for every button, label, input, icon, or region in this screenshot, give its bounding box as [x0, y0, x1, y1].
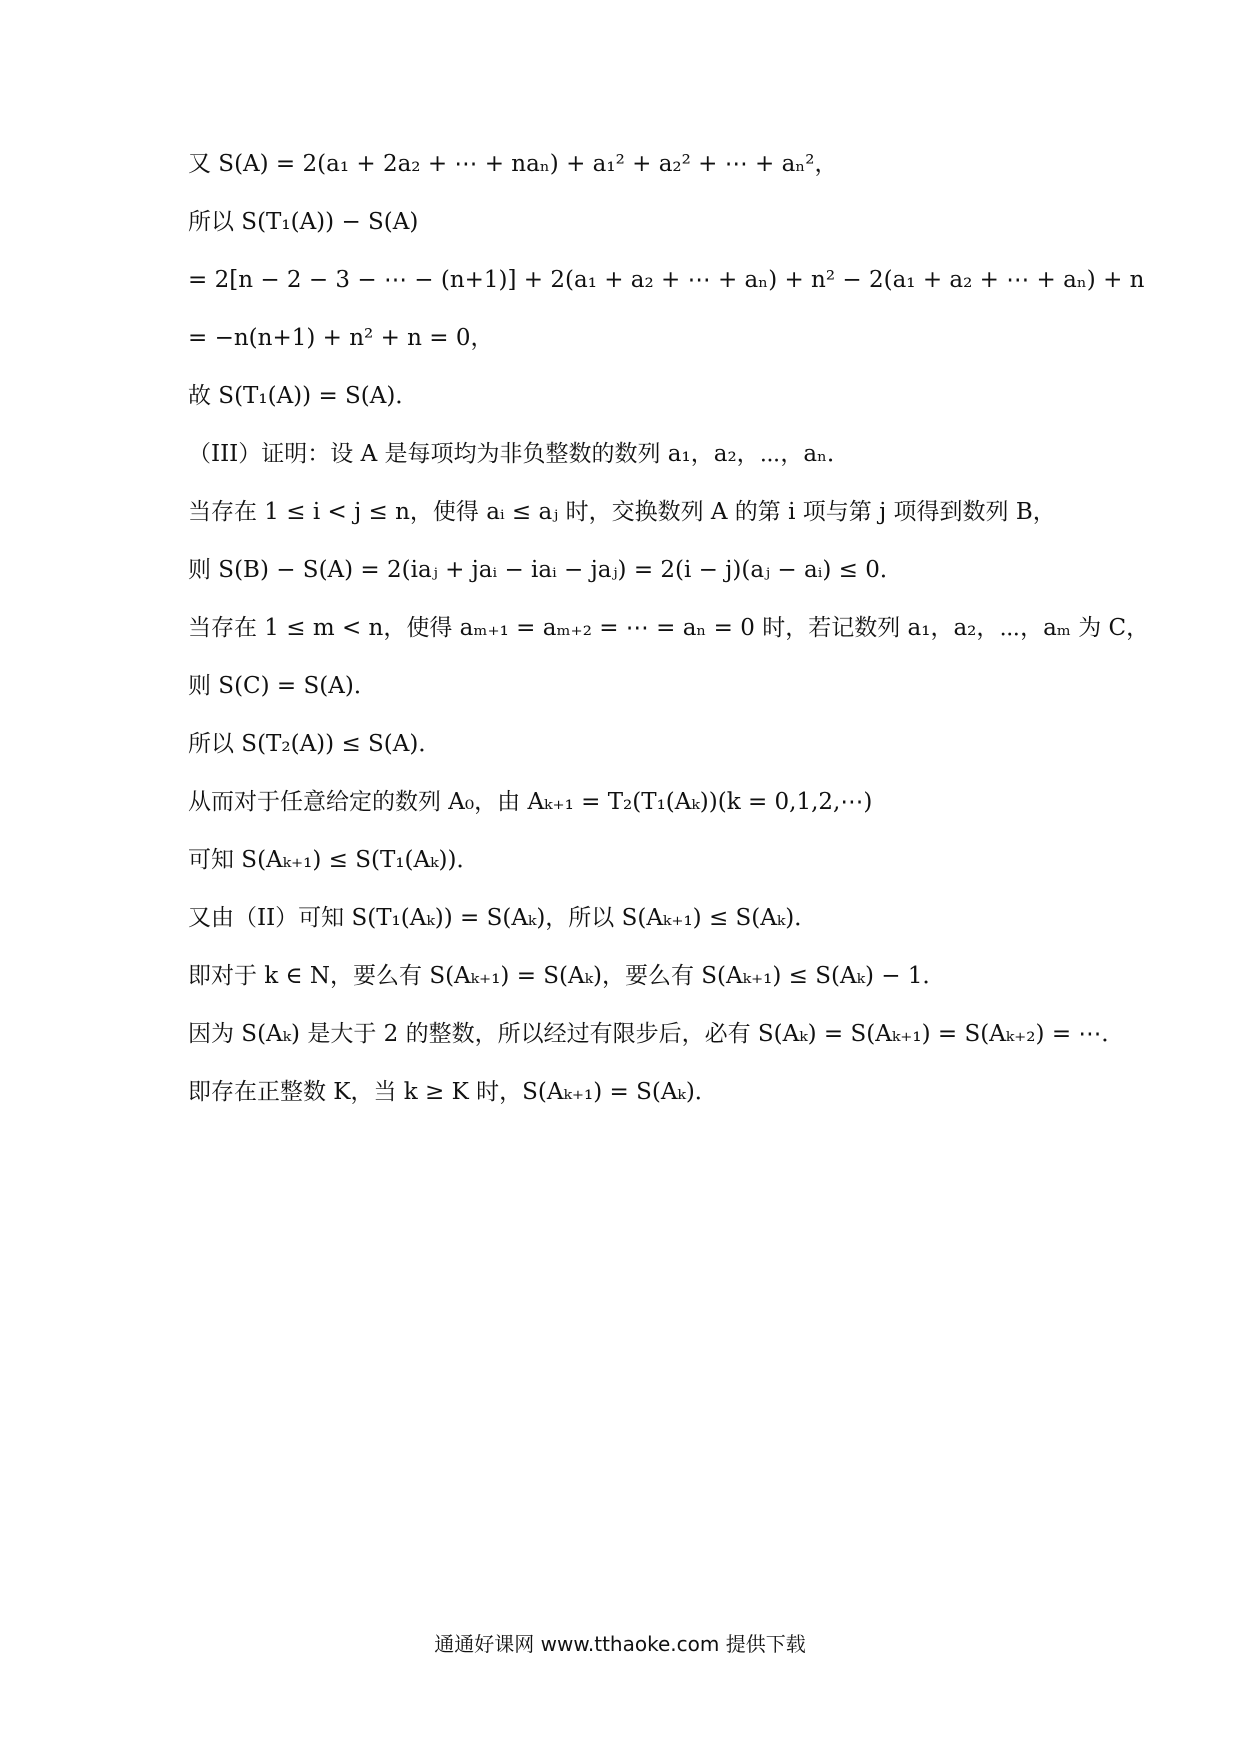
text-line: 可知 S(Aₖ₊₁) ≤ S(T₁(Aₖ))．: [188, 847, 480, 873]
text-line: 故 S(T₁(A)) = S(A)．: [188, 383, 419, 409]
text-line: 又由（II）可知 S(T₁(Aₖ)) = S(Aₖ)，所以 S(Aₖ₊₁) ≤ S(Aₖ)．: [188, 905, 818, 931]
text-line: 则 S(B) − S(A) = 2(iaⱼ + jaᵢ − iaᵢ − jaⱼ) = 2(i − j)(aⱼ − aᵢ) ≤ 0．: [188, 557, 903, 583]
page-footer: 通通好课网 www.tthaoke.com 提供下载: [434, 1632, 806, 1656]
text-line: = 2[n − 2 − 3 − ⋯ − (n+1)] + 2(a₁ + a₂ + ⋯ + aₙ) + n² − 2(a₁ + a₂ + ⋯ + aₙ) + n: [188, 267, 1145, 293]
text-line: 所以 S(T₁(A)) − S(A): [188, 209, 419, 235]
text-line: 当存在 1 ≤ i < j ≤ n，使得 aᵢ ≤ aⱼ 时，交换数列 A 的第 i 项与第 j 项得到数列 B，: [188, 499, 1056, 525]
text-line: 从而对于任意给定的数列 A₀，由 Aₖ₊₁ = T₂(T₁(Aₖ))(k = 0,1,2,⋯): [188, 789, 873, 815]
text-line: = −n(n+1) + n² + n = 0，: [188, 325, 494, 351]
text-line: 又 S(A) = 2(a₁ + 2a₂ + ⋯ + naₙ) + a₁² + a₂² + ⋯ + aₙ²，: [188, 151, 838, 177]
text-line: 即存在正整数 K，当 k ≥ K 时，S(Aₖ₊₁) = S(Aₖ)．: [188, 1079, 718, 1105]
text-line: （III）证明：设 A 是每项均为非负整数的数列 a₁，a₂，⋯，aₙ．: [188, 441, 851, 467]
text-line: 当存在 1 ≤ m < n，使得 aₘ₊₁ = aₘ₊₂ = ⋯ = aₙ = 0 时，若记数列 a₁，a₂，⋯，aₘ 为 C，: [188, 615, 1150, 641]
text-line: 则 S(C) = S(A)．: [188, 673, 377, 699]
text-line: 所以 S(T₂(A)) ≤ S(A)．: [188, 731, 442, 757]
text-line: 即对于 k ∈ N，要么有 S(Aₖ₊₁) = S(Aₖ)，要么有 S(Aₖ₊₁) ≤ S(Aₖ) − 1．: [188, 963, 946, 989]
text-line: 因为 S(Aₖ) 是大于 2 的整数，所以经过有限步后，必有 S(Aₖ) = S(Aₖ₊₁) = S(Aₖ₊₂) = ⋯．: [188, 1021, 1125, 1047]
